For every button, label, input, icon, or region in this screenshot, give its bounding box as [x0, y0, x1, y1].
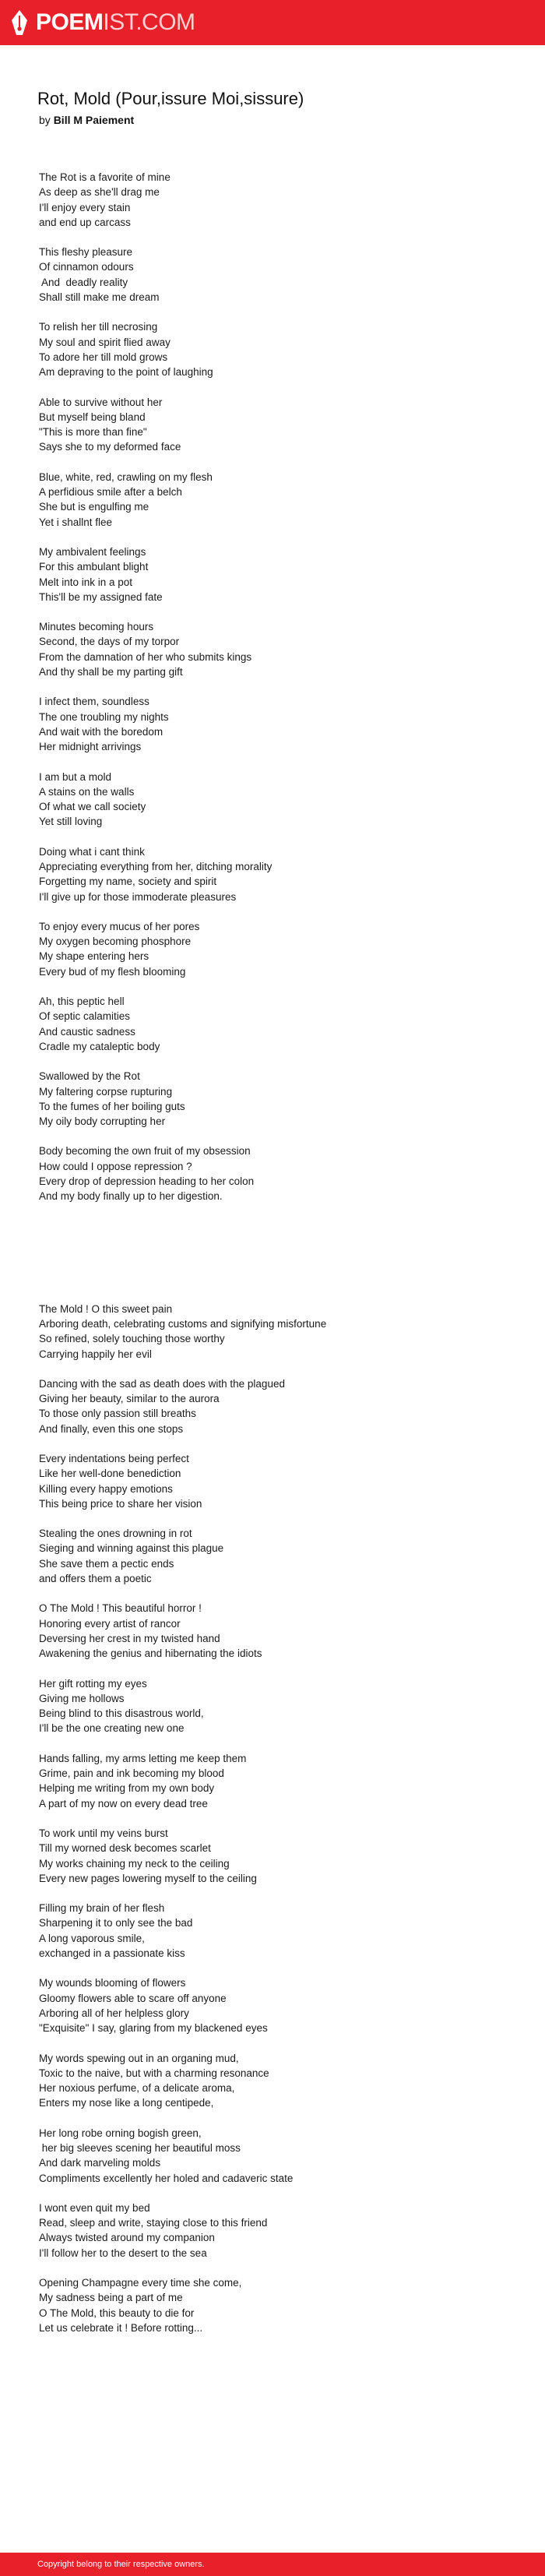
- poem-line: Of what we call society: [39, 801, 146, 813]
- poem-line: My oxygen becoming phosphore: [39, 936, 192, 948]
- poem-line: Ah, this peptic hell: [39, 996, 125, 1008]
- poem-line: Let us celebrate it ! Before rotting...: [39, 2321, 203, 2334]
- poem-line: My works chaining my neck to the ceiling: [39, 1857, 230, 1869]
- poem-line: exchanged in a passionate kiss: [39, 1947, 185, 1960]
- poem-line: Appreciating everything from her, ditching morality: [39, 860, 272, 872]
- poem-line: Cradle my cataleptic body: [39, 1040, 160, 1052]
- poem-line: Grime, pain and ink becoming my blood: [39, 1767, 224, 1780]
- poem-line: Giving her beauty, similar to the aurora: [39, 1393, 220, 1405]
- poem-line: And caustic sadness: [39, 1025, 135, 1038]
- poem-stanza: [39, 1826, 522, 1886]
- poem-line: Yet still loving: [39, 816, 103, 828]
- poem-line: Compliments excellently her holed and cadaveric state: [39, 2172, 294, 2184]
- poem-line: Dancing with the sad as death does with the plagued: [39, 1377, 285, 1390]
- poem-line: Yet i shallnt flee: [39, 516, 113, 528]
- poem-line: Her midnight arrivings: [39, 741, 142, 753]
- poem-line: Stealing the ones drowning in rot: [39, 1528, 192, 1540]
- poem-line: Every new pages lowering myself to the ceiling: [39, 1872, 257, 1884]
- poem-line: Arboring all of her helpless glory: [39, 2007, 189, 2019]
- poem-line: I'll follow her to the desert to the sea: [39, 2247, 207, 2259]
- site-footer: [0, 2553, 545, 2576]
- by-label: by: [39, 114, 51, 126]
- poem-line: and offers them a poetic: [39, 1573, 152, 1585]
- poem-line: Helping me writing from my own body: [39, 1782, 215, 1795]
- poem-stanza: [39, 1526, 522, 1586]
- poem-line: The Mold ! O this sweet pain: [39, 1302, 173, 1315]
- poem-line: Toxic to the naive, but with a charming resonance: [39, 2067, 269, 2079]
- poem-line: Every drop of depression heading to her colon: [39, 1175, 255, 1188]
- poem-line: To enjoy every mucus of her pores: [39, 920, 200, 932]
- poem-line: Sieging and winning against this plague: [39, 1542, 224, 1555]
- poem-line: My ambivalent feelings: [39, 545, 146, 558]
- poem-line: My shape entering hers: [39, 950, 149, 963]
- poem-line: And dark marveling molds: [39, 2157, 161, 2169]
- poem-line: Enters my nose like a long centipede,: [39, 2097, 214, 2109]
- copyright-notice: Copyright belong to their respective owners.: [37, 2560, 205, 2569]
- poem-stanza: [39, 1451, 522, 1511]
- poem-stanza: [39, 1975, 522, 2035]
- poem-line: Opening Champagne every time she come,: [39, 2277, 242, 2289]
- poem-line: Her long robe orning bogish green,: [39, 2127, 202, 2139]
- poem-line: To the fumes of her boiling guts: [39, 1100, 185, 1112]
- poem-line: Swallowed by the Rot: [39, 1070, 140, 1083]
- poem-line: Deversing her crest in my twisted hand: [39, 1632, 220, 1644]
- poem-line: Gloomy flowers able to scare off anyone: [39, 1992, 227, 2004]
- poem-stanza: [39, 2275, 522, 2335]
- poem-stanza: [39, 395, 522, 455]
- poem-line: Sharpening it to only see the bad: [39, 1917, 193, 1929]
- poem-line: She save them a pectic ends: [39, 1557, 174, 1570]
- section-break: [39, 1219, 522, 1302]
- poem-line: Arboring death, celebrating customs and signifying misfortune: [39, 1317, 327, 1330]
- poem-line: And thy shall be my parting gift: [39, 666, 183, 678]
- pen-nib-icon: [11, 9, 28, 36]
- poem-line: This being price to share her vision: [39, 1497, 202, 1510]
- poem-line: To work until my veins burst: [39, 1827, 168, 1839]
- poem-stanza: [39, 1601, 522, 1661]
- poem-stanza: [39, 544, 522, 604]
- poem-line: Able to survive without her: [39, 396, 163, 408]
- poem-stanza: [39, 694, 522, 754]
- poem-stanza: [39, 470, 522, 530]
- poem-line: Like her well-done benediction: [39, 1468, 181, 1480]
- poem-line: Till my worned desk becomes scarlet: [39, 1842, 211, 1855]
- poem-line: Shall still make me dream: [39, 291, 160, 304]
- poem-line: Being blind to this disastrous world,: [39, 1707, 204, 1720]
- poem-line: Melt into ink in a pot: [39, 576, 133, 588]
- poem-line: A long vaporous smile,: [39, 1932, 145, 1944]
- poem-stanza: [39, 1302, 522, 1362]
- poem-line: I'll give up for those immoderate pleasures: [39, 890, 237, 903]
- poem-stanza: [39, 619, 522, 679]
- poem-line: This'll be my assigned fate: [39, 590, 163, 603]
- poem-line: Always twisted around my companion: [39, 2232, 215, 2244]
- poem-line: Body becoming the own fruit of my obsession: [39, 1145, 251, 1158]
- poem-line: O The Mold, this beauty to die for: [39, 2306, 195, 2319]
- poem-title: Rot, Mold (Pour,issure Moi,sissure): [37, 89, 304, 108]
- poem-stanza: [39, 1676, 522, 1736]
- poem-line: So refined, solely touching those worthy: [39, 1333, 225, 1345]
- poem-line: Every indentations being perfect: [39, 1453, 189, 1464]
- poem-line: And my body finally up to her digestion.: [39, 1190, 223, 1203]
- poem-part: [39, 170, 522, 1204]
- poem-line: My faltering corpse rupturing: [39, 1085, 173, 1098]
- poem-line: O The Mold ! This beautiful horror !: [39, 1602, 202, 1615]
- poem-line: Her noxious perfume, of a delicate aroma,: [39, 2082, 235, 2095]
- poem-line: Am depraving to the point of laughing: [39, 366, 213, 379]
- poem-line: I'll enjoy every stain: [39, 201, 131, 213]
- poem-line: Doing what i cant think: [39, 845, 145, 858]
- poem-line: The one troubling my nights: [39, 710, 169, 723]
- poem-line: Blue, white, red, crawling on my flesh: [39, 470, 213, 483]
- poem-line: My words spewing out in an organing mud,: [39, 2052, 239, 2064]
- poem-stanza: [39, 919, 522, 979]
- poem-line: Says she to my deformed face: [39, 441, 181, 453]
- poem-line: "This is more than fine": [39, 426, 147, 439]
- poem-line: To adore her till mold grows: [39, 351, 168, 363]
- poem-line: A stains on the walls: [39, 785, 135, 798]
- poem-stanza: [39, 994, 522, 1054]
- poem-line: Killing every happy emotions: [39, 1482, 173, 1495]
- poem-stanza: [39, 319, 522, 379]
- poem-stanza: [39, 1751, 522, 1811]
- poem-line: Her gift rotting my eyes: [39, 1677, 147, 1690]
- poem-stanza: [39, 170, 522, 230]
- poem-line: Minutes becoming hours: [39, 621, 154, 633]
- poem-line: My oily body corrupting her: [39, 1115, 166, 1128]
- poem-stanza: [39, 770, 522, 830]
- poem-line: A part of my now on every dead tree: [39, 1797, 208, 1810]
- poem-stanza: [39, 2126, 522, 2186]
- poem-body: [39, 170, 522, 2350]
- poem-line: From the damnation of her who submits kings: [39, 650, 252, 663]
- poem-line: A perfidious smile after a belch: [39, 486, 182, 499]
- poem-line: For this ambulant blight: [39, 561, 149, 573]
- poem-line: But myself being bland: [39, 411, 146, 423]
- poem-line: This fleshy pleasure: [39, 246, 133, 259]
- poem-line: And deadly reality: [39, 276, 128, 288]
- poem-line: I'll be the one creating new one: [39, 1722, 185, 1735]
- poem-line: How could I oppose repression ?: [39, 1160, 192, 1172]
- poem-byline: [39, 114, 134, 126]
- poem-line: Hands falling, my arms letting me keep them: [39, 1752, 247, 1764]
- poem-stanza: [39, 2051, 522, 2111]
- poem-line: And finally, even this one stops: [39, 1422, 184, 1435]
- poem-line: The Rot is a favorite of mine: [39, 171, 171, 183]
- poem-line: Of septic calamities: [39, 1010, 131, 1023]
- site-header: [0, 0, 545, 45]
- poem-line: Carrying happily her evil: [39, 1348, 152, 1360]
- poem-line: Giving me hollows: [39, 1692, 125, 1704]
- poem-stanza: [39, 1376, 522, 1436]
- poem-line: To relish her till necrosing: [39, 321, 158, 333]
- poem-line: My soul and spirit flied away: [39, 336, 171, 348]
- poem-line: Every bud of my flesh blooming: [39, 965, 186, 978]
- poem-line: And wait with the boredom: [39, 725, 164, 738]
- poem-line: "Exquisite" I say, glaring from my blackened eyes: [39, 2022, 268, 2035]
- poem-line: I infect them, soundless: [39, 696, 149, 708]
- poem-line: I wont even quit my bed: [39, 2201, 150, 2214]
- poem-line: Read, sleep and write, staying close to this friend: [39, 2217, 268, 2229]
- poem-stanza: [39, 245, 522, 305]
- poem-line: Forgetting my name, society and spirit: [39, 876, 217, 888]
- poem-line: She but is engulfing me: [39, 501, 149, 513]
- poem-line: I am but a mold: [39, 770, 112, 783]
- poem-stanza: [39, 1901, 522, 1961]
- poem-line: Awakening the genius and hibernating the idiots: [39, 1647, 262, 1660]
- poem-line: and end up carcass: [39, 216, 131, 228]
- poem-line: As deep as she'll drag me: [39, 186, 160, 199]
- author-link[interactable]: Bill M Paiement: [53, 114, 135, 126]
- poem-line: To those only passion still breaths: [39, 1408, 196, 1420]
- poem-line: Honoring every artist of rancor: [39, 1617, 181, 1630]
- poem-stanza: [39, 1069, 522, 1129]
- brand-name: POEMIST.COM: [36, 9, 195, 35]
- poem-stanza: [39, 844, 522, 904]
- site-logo[interactable]: [11, 9, 195, 36]
- poem-stanza: [39, 2201, 522, 2261]
- poem-line: My wounds blooming of flowers: [39, 1977, 186, 1989]
- poem-stanza: [39, 1144, 522, 1203]
- poem-part: [39, 1302, 522, 2336]
- poem-line: Of cinnamon odours: [39, 261, 134, 273]
- poem-line: My sadness being a part of me: [39, 2292, 183, 2304]
- poem-line: Filling my brain of her flesh: [39, 1902, 165, 1915]
- poem-line: Second, the days of my torpor: [39, 636, 180, 648]
- poem-line: her big sleeves scening her beautiful moss: [39, 2141, 241, 2154]
